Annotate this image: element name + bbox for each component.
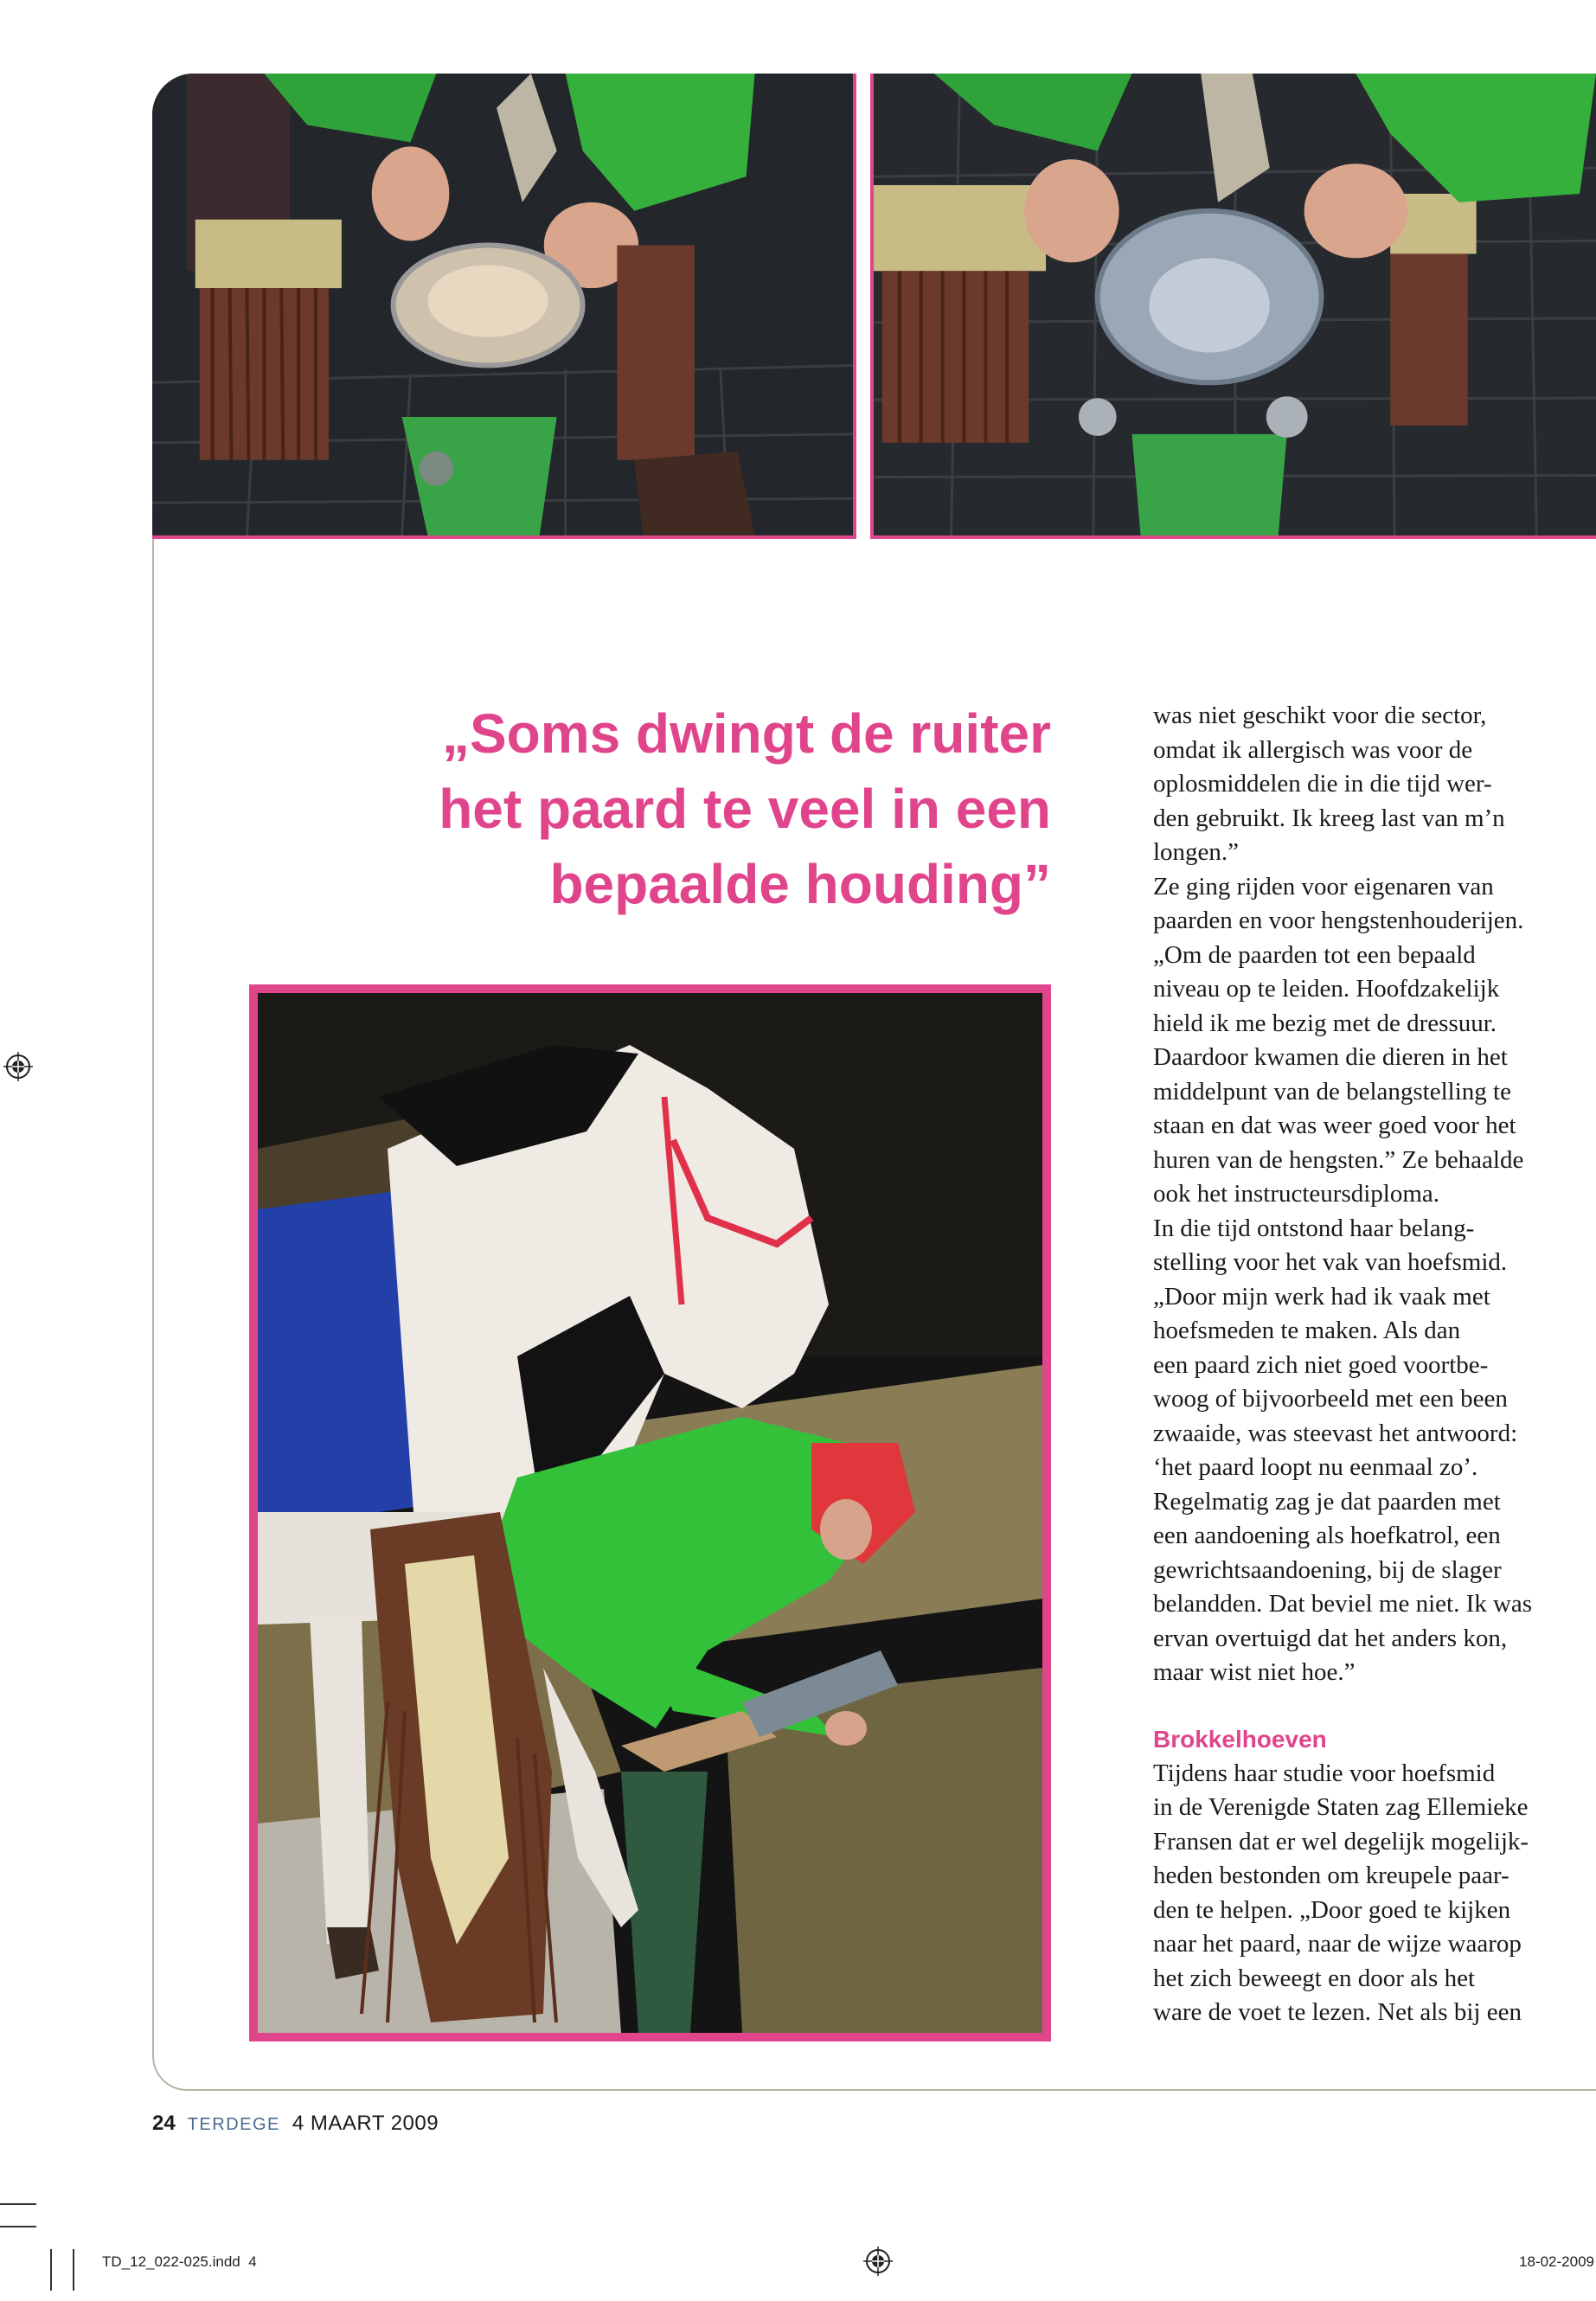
article-line: ook het instructeursdiploma. [1153, 1180, 1440, 1208]
article-line: In die tijd ontstond haar belang- [1153, 1214, 1475, 1242]
article-line: was niet geschikt voor die sector, [1153, 702, 1487, 729]
article-line: paarden en voor hengstenhouderijen. [1153, 907, 1524, 934]
article-line: zwaaide, was steevast het antwoord: [1153, 1419, 1518, 1447]
article-line: Tijdens haar studie voor hoefsmid [1153, 1759, 1496, 1787]
article-line: Daardoor kwamen die dieren in het [1153, 1043, 1508, 1071]
article-line: het zich beweegt en door als het [1153, 1964, 1476, 1992]
article-line: heden bestonden om kreupele paar- [1153, 1862, 1509, 1889]
pull-quote-line: bepaalde houding” [549, 853, 1051, 915]
crop-mark [0, 2226, 36, 2227]
article-line: Ze ging rijden voor eigenaren van [1153, 872, 1494, 901]
article-line: Regelmatig zag je dat paarden met [1153, 1487, 1501, 1516]
article-line: omdat ik allergisch was voor de [1153, 735, 1473, 764]
article-line: naar het paard, naar de wijze waarop [1153, 1930, 1522, 1958]
article-line: niveau op te leiden. Hoofdzakelijk [1153, 975, 1500, 1003]
article-line: oplosmiddelen die in die tijd wer- [1153, 770, 1492, 798]
page-footer [152, 2112, 439, 2136]
page-number: 24 [152, 2112, 176, 2135]
article-line: longen.” [1153, 838, 1240, 866]
slug-page: 4 [248, 2253, 257, 2270]
article-line: gewrichtsaandoening, bij de slager [1153, 1555, 1502, 1584]
article-line: belandden. Dat beviel me niet. Ik was [1153, 1590, 1533, 1618]
registration-mark-icon [3, 1052, 33, 1081]
article-line: „Door mijn werk had ik vaak met [1153, 1282, 1490, 1311]
article-column [1153, 699, 1596, 2030]
issue-date: 4 MAART 2009 [292, 2112, 439, 2135]
article-line: middelpunt van de belangstelling te [1153, 1077, 1511, 1106]
photo-farrier-with-horse [249, 984, 1051, 2041]
pull-quote-line: het paard te veel in een [439, 778, 1051, 840]
article-line: maar wist niet hoe.” [1153, 1658, 1356, 1686]
article-line: een paard zich niet goed voortbe- [1153, 1350, 1489, 1379]
article-line: den gebruikt. Ik kreeg last van m’n [1153, 804, 1505, 832]
print-slug-file [102, 2253, 257, 2271]
crop-mark [0, 2203, 36, 2205]
article-line: ware de voet te lezen. Net als bij een [1153, 1998, 1522, 2026]
photo-hoof-top-left [152, 74, 856, 539]
article-line: stelling voor het vak van hoefsmid. [1153, 1248, 1508, 1276]
pull-quote-line: „Soms dwingt de ruiter [441, 702, 1051, 765]
article-line: Fransen dat er wel degelijk mogelijk- [1153, 1827, 1529, 1856]
article-line: „Om de paarden tot een bepaald [1153, 940, 1476, 969]
registration-mark-icon [863, 2247, 893, 2276]
article-line: den te helpen. „Door goed te kijken [1153, 1895, 1511, 1924]
article-line: staan en dat was weer goed voor het [1153, 1112, 1516, 1139]
crop-mark [73, 2249, 74, 2291]
section-subhead: Brokkelhoeven [1153, 1725, 1327, 1753]
photo-hoof-top-right [870, 74, 1596, 539]
article-line: hield ik me bezig met de dressuur. [1153, 1009, 1497, 1037]
article-line: ‘het paard loopt nu eenmaal zo’. [1153, 1453, 1478, 1481]
crop-mark [50, 2249, 52, 2291]
article-line: een aandoening als hoefkatrol, een [1153, 1522, 1501, 1549]
article-line: in de Verenigde Staten zag Ellemieke [1153, 1793, 1529, 1821]
slug-filename: TD_12_022-025.indd [102, 2253, 240, 2270]
article-line: ervan overtuigd dat het anders kon, [1153, 1624, 1508, 1652]
article-line: hoefsmeden te maken. Als dan [1153, 1317, 1461, 1344]
article-line: huren van de hengsten.” Ze behaalde [1153, 1145, 1524, 1174]
pull-quote [363, 696, 1051, 922]
magazine-name: TERDEGE [187, 2115, 280, 2134]
slug-date: 18-02-2009 [1519, 2253, 1594, 2270]
article-line: woog of bijvoorbeeld met een been [1153, 1385, 1508, 1413]
